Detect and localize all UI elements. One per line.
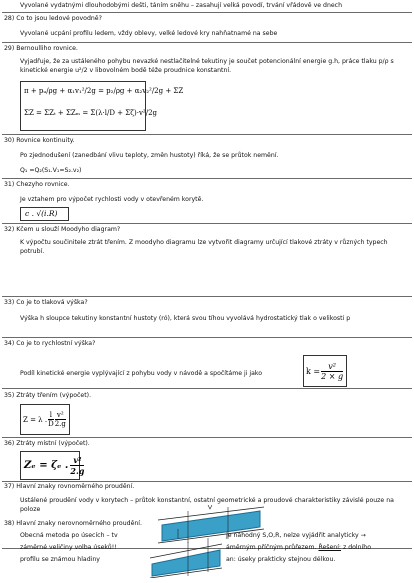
- chezy-formula: c . √(i.R): [25, 209, 58, 218]
- question-30: 30) Rovnice kontinuity.: [4, 137, 75, 144]
- answer-38-line-1a: Obecná metoda po úsecích – tv: [20, 532, 118, 539]
- divider: [2, 296, 412, 297]
- friction-num2: v²: [55, 411, 66, 420]
- answer-37: Ustálené proudění vody v korytech – průtok konstantní, ostatní geometrické a proudové charakteristiky závislé pouze na poloze: [20, 497, 394, 514]
- answer-38-line-1b: je náhodný S,O,R, nelze vyjádřit analyticky →: [226, 532, 366, 539]
- velocity-head-fraction: [321, 362, 343, 381]
- divider: [2, 388, 412, 389]
- divider: [2, 12, 412, 13]
- bernoulli-line-2: ΣZ = ΣZₜ + ΣZₘ = Σ(λ·l/D + Σζ)·v²/2g: [24, 109, 158, 117]
- question-32: 32) Kčem u slouží Moodyho diagram?: [4, 226, 121, 233]
- divider: [2, 223, 412, 224]
- friction-fraction-1: [48, 411, 54, 428]
- answer-29: Vyjadřuje, že za ustáleného pohybu nevazké nestlačitelné tekutiny je součet potencionální energie g.h, práce tlaku p/ρ s kinetické energie u²/2 v libovolném bodě téže proudnice konstantní.: [20, 58, 394, 75]
- answer-31: Je vztahem pro výpočet rychlosti vody v otevřeném korytě.: [20, 196, 204, 203]
- chezy-formula-box: [20, 207, 69, 221]
- divider: [2, 337, 412, 338]
- friction-fraction-2: [55, 411, 66, 428]
- answer-38-line-2b: [226, 544, 371, 551]
- question-36: 36) Ztráty místní (výpočet).: [4, 440, 90, 447]
- local-loss-lhs: Zₑ = ζₑ .: [24, 460, 69, 471]
- answer-38-line-2a: záměrné veličiny volba úseků!!: [20, 544, 117, 551]
- answer-33: Výška h sloupce tekutiny konstantní hustoty (ró), která svou tíhou vyvolává hydrostatický tlak o velikosti p: [20, 315, 351, 322]
- local-loss-den: 2.g: [70, 466, 85, 476]
- question-35: 35) Ztráty třením (výpočet).: [4, 392, 92, 399]
- question-31: 31) Chezyho rovnice.: [4, 181, 70, 188]
- question-28: 28) Co to jsou ledové povodně?: [4, 15, 102, 22]
- answer-38-line-2b-tail: z dolního: [343, 544, 371, 551]
- local-loss-fraction: [70, 455, 84, 476]
- bernoulli-formula-box: [20, 81, 184, 131]
- local-loss-formula-box: [20, 451, 85, 480]
- answer-38-solution-label: Řešení:: [318, 544, 342, 551]
- answer-32: K výpočtu součinitele ztrát třením. Z moodyho diagramu lze vytvořit diagramy určující tlakové ztráty v různých typech potrubí.: [20, 239, 388, 256]
- question-33: 33) Co je to tlaková výška?: [4, 299, 88, 306]
- velocity-head-num: v²: [321, 362, 343, 372]
- answer-28: Vyvolané ucpání profilu ledem, vždy oblevy, velké ledové kry nahňatnamé na sebe: [20, 30, 278, 37]
- velocity-head-formula-box: [303, 355, 347, 387]
- local-loss-num: v²: [70, 455, 84, 466]
- friction-den1: D: [48, 420, 54, 428]
- divider: [2, 481, 412, 482]
- answer-30: Po zjednodušení (zanedbání vlivu teploty, změn hustoty) říká, že se průtok nemění.: [20, 152, 279, 159]
- top-continuation: Vyvolané vydatnými dlouhodobými dešti, táním sněhu – zasahují velká povodí, trvání vřádově ve dnech: [20, 2, 342, 9]
- divider: [2, 437, 412, 438]
- velocity-head-prefix: k =: [306, 366, 321, 376]
- answer-34: Podíl kinetické energie vyplývající z pohybu vody v návodě a spočítáme ji jako: [20, 370, 263, 377]
- bernoulli-line-1: π + pᵤ/ρg + α₁v₁²/2g = p₂/ρg + α₂v₂²/2g + ΣZ: [24, 87, 184, 95]
- local-loss-formula: [24, 453, 84, 478]
- divider: [2, 134, 412, 135]
- friction-num1: l: [49, 411, 53, 419]
- nonuniform-flow-sketch: [148, 538, 224, 578]
- divider: [2, 42, 412, 43]
- answer-38-line-2b-text: áměrným příčným průřezem.: [226, 544, 317, 551]
- answer-38-line-3a: profilu se známou hladiny: [20, 556, 100, 563]
- velocity-head-formula: [306, 358, 343, 384]
- question-37: 37) Hlavní znaky rovnoměrného proudění.: [4, 483, 135, 490]
- question-34: 34) Co je to rychlostní výška?: [4, 340, 96, 347]
- friction-loss-formula: [23, 406, 66, 433]
- divider: [2, 178, 412, 179]
- answer-30-formula: Q₁ =Q₂(S₁.V₁=S₂.v₂): [20, 167, 82, 174]
- question-29: 29) Bernoulliho rovnice.: [4, 45, 78, 52]
- answer-38-line-3b: an: úseky prakticky stejnou délkou.: [226, 556, 336, 563]
- friction-den2: 2.g: [54, 420, 66, 428]
- velocity-head-den: 2 × g: [321, 371, 344, 381]
- friction-lhs: Z = λ .: [23, 415, 48, 424]
- question-38: 38) Hlavní znaky nerovnoměrného proudění.: [4, 520, 142, 527]
- friction-loss-formula-box: [20, 404, 70, 435]
